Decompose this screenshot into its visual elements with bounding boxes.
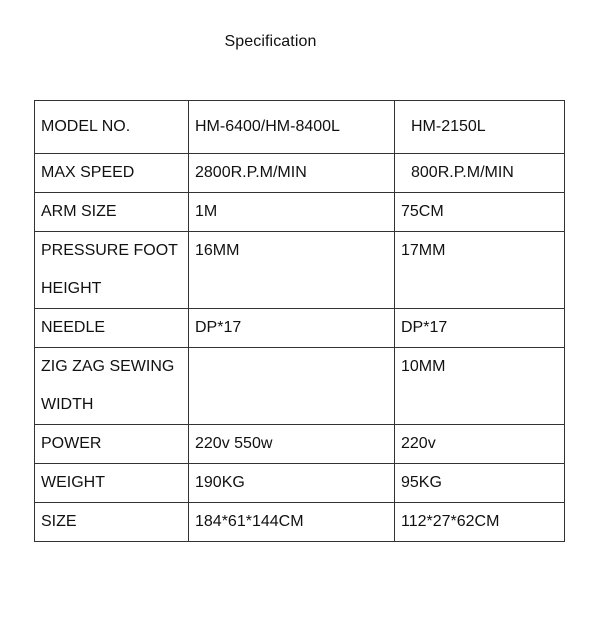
- row-label-zig-zag-width: [35, 348, 189, 425]
- row-label-model: MODEL NO.: [35, 101, 189, 154]
- model-value-col1: HM-6400/HM-8400L: [189, 101, 395, 154]
- pressure-foot-value-col2: 17MM: [395, 232, 565, 309]
- label-line: WIDTH: [41, 396, 94, 413]
- specification-table: [34, 100, 565, 542]
- power-value-col2: 220v: [395, 425, 565, 464]
- label-line: ZIG ZAG SEWING: [41, 358, 175, 375]
- needle-value-col1: DP*17: [189, 309, 395, 348]
- table-row-weight: [35, 464, 565, 503]
- table-row-zig-zag-width: [35, 348, 565, 425]
- table-row-pressure-foot-height: [35, 232, 565, 309]
- label-line: HEIGHT: [41, 280, 102, 297]
- row-label-power: POWER: [35, 425, 189, 464]
- weight-value-col2: 95KG: [395, 464, 565, 503]
- size-value-col2: 112*27*62CM: [395, 503, 565, 542]
- size-value-col1: 184*61*144CM: [189, 503, 395, 542]
- row-label-pressure-foot-height: [35, 232, 189, 309]
- page-title: Specification: [224, 33, 317, 50]
- arm-size-value-col2: 75CM: [395, 193, 565, 232]
- table-row-model: [35, 101, 565, 154]
- row-label-arm-size: ARM SIZE: [35, 193, 189, 232]
- zig-zag-value-col2: 10MM: [395, 348, 565, 425]
- zig-zag-value-col1: [189, 348, 395, 425]
- row-label-size: SIZE: [35, 503, 189, 542]
- model-value-col2: HM-2150L: [395, 101, 565, 154]
- row-label-max-speed: MAX SPEED: [35, 154, 189, 193]
- arm-size-value-col1: 1M: [189, 193, 395, 232]
- table-row-power: [35, 425, 565, 464]
- max-speed-value-col2: 800R.P.M/MIN: [395, 154, 565, 193]
- table-row-needle: [35, 309, 565, 348]
- weight-value-col1: 190KG: [189, 464, 395, 503]
- needle-value-col2: DP*17: [395, 309, 565, 348]
- max-speed-value-col1: 2800R.P.M/MIN: [189, 154, 395, 193]
- row-label-weight: WEIGHT: [35, 464, 189, 503]
- pressure-foot-value-col1: 16MM: [189, 232, 395, 309]
- table-row-max-speed: [35, 154, 565, 193]
- label-line: PRESSURE FOOT: [41, 242, 178, 259]
- power-value-col1: 220v 550w: [189, 425, 395, 464]
- row-label-needle: NEEDLE: [35, 309, 189, 348]
- table-row-size: [35, 503, 565, 542]
- table-row-arm-size: [35, 193, 565, 232]
